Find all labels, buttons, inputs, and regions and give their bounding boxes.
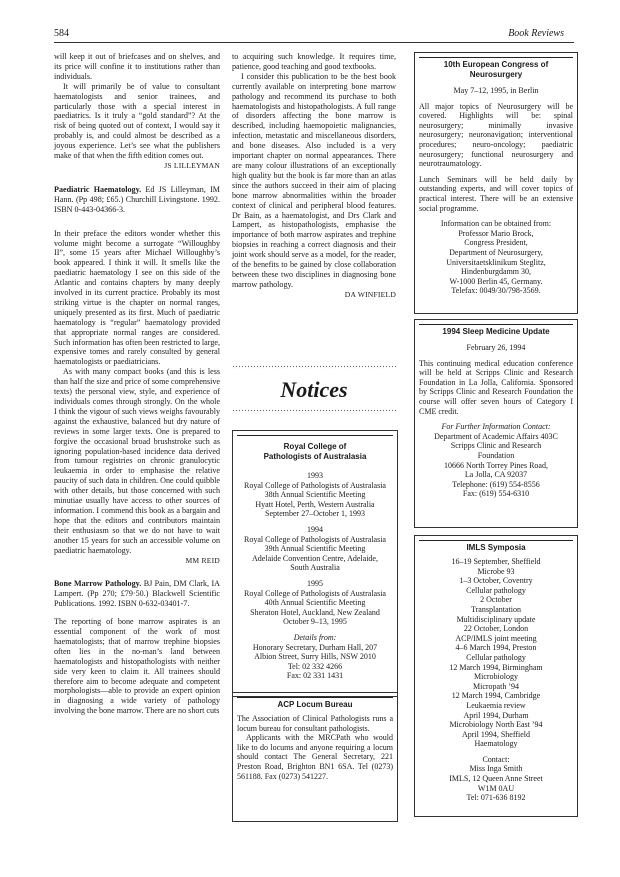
dotted-rule	[232, 365, 396, 369]
column-left	[54, 52, 220, 716]
event-date: 22 October, London	[463, 624, 529, 634]
meeting-line: Hyatt Hotel, Perth, Western Australia	[255, 499, 375, 509]
event-topic: Multidisciplinary update	[456, 614, 536, 624]
review-paragraph: In their preface the editors wonder whether this volume might become a surrogate “Willoughby II”, some 15 years after Michael Willoughby’s book appeared. I think it will. It smells like the paediatric haematology I see on this side of the Atlantic and contains chapters by many deeply involved in its current practice. Probably its most striking virtue is the chapter on normal ranges, uniquely presented as its first. Much of paediatric haematology is “regular” haematology provided that appropriate normal ranges are considered. Such information has often been restricted to large, expensive tomes and rarely consulted by general haematologists or paediatricians.	[54, 228, 220, 367]
notice-title: 10th European Congress of	[443, 60, 549, 69]
event-topic: Microbiology	[474, 672, 518, 682]
contact-line: La Jolla, CA 92037	[464, 470, 528, 480]
review-continuation-paragraph: will keep it out of briefcases and on shelves, and its price will confine it to institutions rather than individuals.	[54, 52, 220, 81]
notice-paragraph: Lunch Seminars will be held daily by outstanding experts, and will cover topics of practical interest. There will be an extensive social programme.	[419, 174, 573, 213]
event-topic: Microbiology North East ’94	[449, 720, 543, 730]
notices-heading-block	[232, 365, 396, 413]
event-topic: Haematology	[474, 739, 518, 749]
notice-paragraph: The Association of Clinical Pathologists runs a locum bureau for consultant pathologists.	[237, 714, 393, 733]
contact-line: Telephone: (619) 554-8556	[452, 479, 540, 489]
dotted-rule	[232, 409, 396, 413]
box-title-rule	[237, 697, 393, 698]
contact-line: Fax: 02 331 1431	[286, 671, 344, 681]
meeting-year: 1995	[307, 578, 323, 588]
meeting-line: September 27–October 1, 1993	[265, 509, 365, 519]
event-topic: Leukaemia review	[466, 700, 526, 710]
reviewer-signature: DA WINFIELD	[344, 289, 396, 299]
notice-title: 1994 Sleep Medicine Update	[442, 327, 550, 336]
address-line: Universitaetsklinikum Steglitz,	[446, 257, 546, 267]
journal-section-title: Book Reviews	[508, 28, 564, 39]
meeting-line: Royal College of Pathologists of Australasia	[244, 588, 386, 598]
meeting-line: Sheraton Hotel, Auckland, New Zealand	[250, 607, 380, 617]
contact-line: Tel: 02 332 4266	[287, 661, 343, 671]
contact-line: Honorary Secretary, Durham Hall, 207	[252, 642, 378, 652]
event-date: 16–19 September, Sheffield	[451, 557, 541, 566]
box-title-rule	[419, 324, 573, 325]
review-paragraph: to acquiring such knowledge. It requires time, patience, good teaching and good textbooks.	[232, 52, 396, 71]
meeting-line: Adelaide Convention Centre, Adelaide,	[252, 553, 378, 563]
meeting-line: 38th Annual Scientific Meeting	[264, 490, 366, 500]
event-date: April 1994, Durham	[463, 710, 529, 720]
meeting-line: October 9–13, 1995	[283, 617, 347, 627]
event-topic: ACP/IMLS joint meeting	[455, 633, 537, 643]
meeting-line: 39th Annual Scientific Meeting	[264, 544, 366, 554]
book-title: Bone Marrow Pathology.	[54, 579, 142, 589]
box-title-rule	[419, 57, 573, 58]
event-date: April 1994, Sheffield	[461, 729, 531, 739]
notice-title: Royal College of	[283, 442, 347, 451]
address-line: Hindenburgdamm 30,	[460, 267, 532, 277]
review-continuation-paragraph: It will primarily be of value to consultant haematologists and senior trainees, and particularly those with a special interest in paediatrics. Is it truly a “gold standard”? At the risk of being quoted out of context, I would say it probably is, and could almost be described as a joyous experience. Let’s see what the publishers make of that when the fifth edition comes out.	[54, 81, 220, 161]
book-title: Paediatric Haematology.	[54, 184, 142, 194]
box-title-rule	[419, 540, 573, 541]
review-citation	[54, 579, 220, 609]
address-line: Congress President,	[464, 238, 528, 248]
review-paragraph: As with many compact books (and this is less than half the size and price of some comprehensive texts) the personal view, style, and experience of individuals comes through strongly. On the whole I think the vigour of such views weighs favourably against the exhaustive, balanced but dry nature of reviews in some larger texts. One is prepared to forgive the occasional broad brushstroke such as ignoring population-based incidence data derived from tumour registries on chronic granulocytic leukaemia in order to emphasise the relative paucity of such data in children. One could quibble with other details, but those concerned with such minutiae usually have access to other sources of information. I commend this book as a bargain and hope that the editors and contributors maintain their enthusiasm so that we do not have to wait another 15 years for such an accessible volume on paediatric haematology.	[54, 367, 220, 555]
contact-line: Foundation	[477, 450, 515, 460]
notice-sleep-medicine	[414, 319, 578, 528]
page-number: 584	[54, 28, 69, 39]
event-topic: Transplantation	[471, 604, 521, 614]
meeting-line: Royal College of Pathologists of Australasia	[244, 480, 386, 490]
event-date: 4–6 March 1994, Preston	[455, 643, 537, 653]
address-line: Professor Mario Brock,	[458, 228, 534, 238]
contact-label: Contact:	[482, 754, 510, 764]
imls-event-list	[419, 557, 573, 749]
details-label: Details from:	[293, 632, 337, 642]
contact-line: IMLS, 12 Queen Anne Street	[449, 774, 543, 784]
reviewer-signature: JS LILLEYMAN	[164, 160, 220, 170]
notice-date: May 7–12, 1995, in Berlin	[453, 86, 539, 95]
address-line: Telefax: 0049/30/798-3569.	[451, 286, 541, 296]
event-topic: Cellular pathology	[466, 585, 526, 595]
contact-line: Tel: 071-636 8192	[466, 793, 526, 803]
contact-line: Fax: (619) 554-6310	[462, 489, 530, 499]
notices-heading: Notices	[280, 377, 348, 402]
header-rule	[54, 42, 574, 43]
notice-date: February 26, 1994	[466, 343, 526, 352]
column-middle	[232, 52, 396, 300]
review-paragraph: The reporting of bone marrow aspirates is an essential component of the work of most haematologists; that of marrow trephine biopsies often lies in the no-man’s land between haematologists and histopathologists with neither side very keen to claim it. All trainees should therefore aim to become adequate and competent morphologists—able to provide an expert opinion in diagnosing a wide variety of pathology involving the bone marrow. There are no short cuts	[54, 617, 220, 716]
notice-european-congress	[414, 52, 578, 314]
page-header	[0, 0, 620, 48]
book-details: BJ Pain, DM Clark, IA Lampert. (Pp 270; £79·50.) Blackwell Scientific Publications. 1992. ISBN 0-632-03401-7.	[54, 579, 221, 609]
reviewer-signature: MM REID	[185, 555, 220, 565]
notice-title: ACP Locum Bureau	[277, 700, 353, 709]
notice-paragraph: All major topics of Neurosurgery will be covered. Highlights will be: spinal neurosurgery; minimally invasive neurosurgery; neuronavigation; interventional procedures; neuro-oncology; paediatric neurosurgery; functional neurosurgery and neurotraumatology.	[419, 101, 573, 169]
book-details: Ed JS Lilleyman, IM Hann. (Pp 498; £65.) Churchill Livingstone. 1992. ISBN 0-443-04366-3.	[54, 184, 220, 214]
address-line: Department of Neurosurgery,	[449, 247, 543, 257]
contact-line: Miss Inga Smith	[469, 764, 523, 774]
event-date: 2 October	[480, 595, 512, 605]
contact-line: Department of Academic Affairs 403C	[434, 431, 558, 441]
contact-label: For Further Information Contact:	[441, 422, 551, 432]
notice-title: Neurosurgery	[469, 70, 523, 79]
contact-line: Albion Street, Surry Hills, NSW 2010	[254, 652, 376, 662]
event-topic: Cellular pathology	[466, 652, 526, 662]
contact-line: Scripps Clinic and Research	[450, 441, 542, 451]
box-title-rule	[237, 435, 393, 436]
notice-paragraph: This continuing medical education conference will be held at Scripps Clinic and Research Foundation in La Jolla, California. Sponsored by Scripps Clinic and Research Foundation the course will offer seven hours of Category I CME credit.	[419, 358, 573, 416]
review-paragraph: I consider this publication to be the best book currently available on interpreting bone marrow pathology and recommend its purchase to both haematologists and histopathologists. A full range of disorders affecting the bone marrow is described, including haemopoietic malignancies, infection, metastatic and miscellaneous disorders, and bone diseases. Also included is a very important chapter on normal appearances. There are many colour illustrations of an exceptionally high quality but the book is far more than an atlas since the authors succeed in their aim of placing bone marrow abnormalities within the broader context of clinical and peripheral blood features. Dr Bain, as a haematologist, and Drs Clark and Lampert, as histopathologists, emphasise the importance of both marrow aspirates and trephine biopsies in reaching a correct diagnosis and their joint work should serve as a model, for the reader, of the benefits to be gained by close collaboration between these two disciplines in diagnosing bone marrow pathology.	[232, 71, 396, 289]
meeting-line: Royal College of Pathologists of Australasia	[244, 534, 386, 544]
info-label: Information can be obtained from:	[440, 219, 552, 229]
meeting-line: 40th Annual Scientific Meeting	[264, 598, 366, 608]
notice-paragraph: Applicants with the MRCPath who would like to do locums and anyone requiring a locum should contact The General Secretary, 221 Preston Road, Brighton BN1 6SA. Tel (0273) 561188. Fax (0273) 541227.	[237, 733, 393, 781]
event-topic: Micropath ’94	[473, 681, 519, 691]
address-line: W-1000 Berlin 45, Germany.	[449, 276, 543, 286]
notice-imls-symposia	[414, 535, 578, 817]
meeting-line: South Australia	[290, 563, 340, 573]
notice-rcpa	[232, 430, 398, 697]
review-citation	[54, 185, 220, 215]
event-date: 1–3 October, Coventry	[459, 576, 533, 586]
meeting-year: 1994	[307, 524, 323, 534]
notice-title: IMLS Symposia	[466, 543, 526, 552]
event-date: 12 March 1994, Cambridge	[451, 691, 541, 701]
contact-line: 10666 North Torrey Pines Road,	[444, 460, 548, 470]
meeting-year: 1993	[307, 471, 323, 480]
event-date: 12 March 1994, Birmingham	[449, 662, 543, 672]
notice-acp-locum	[232, 692, 398, 822]
contact-line: W1M 0AU	[477, 783, 515, 793]
event-topic: Microbe 93	[477, 566, 515, 576]
notice-title: Pathologists of Australasia	[263, 452, 367, 461]
